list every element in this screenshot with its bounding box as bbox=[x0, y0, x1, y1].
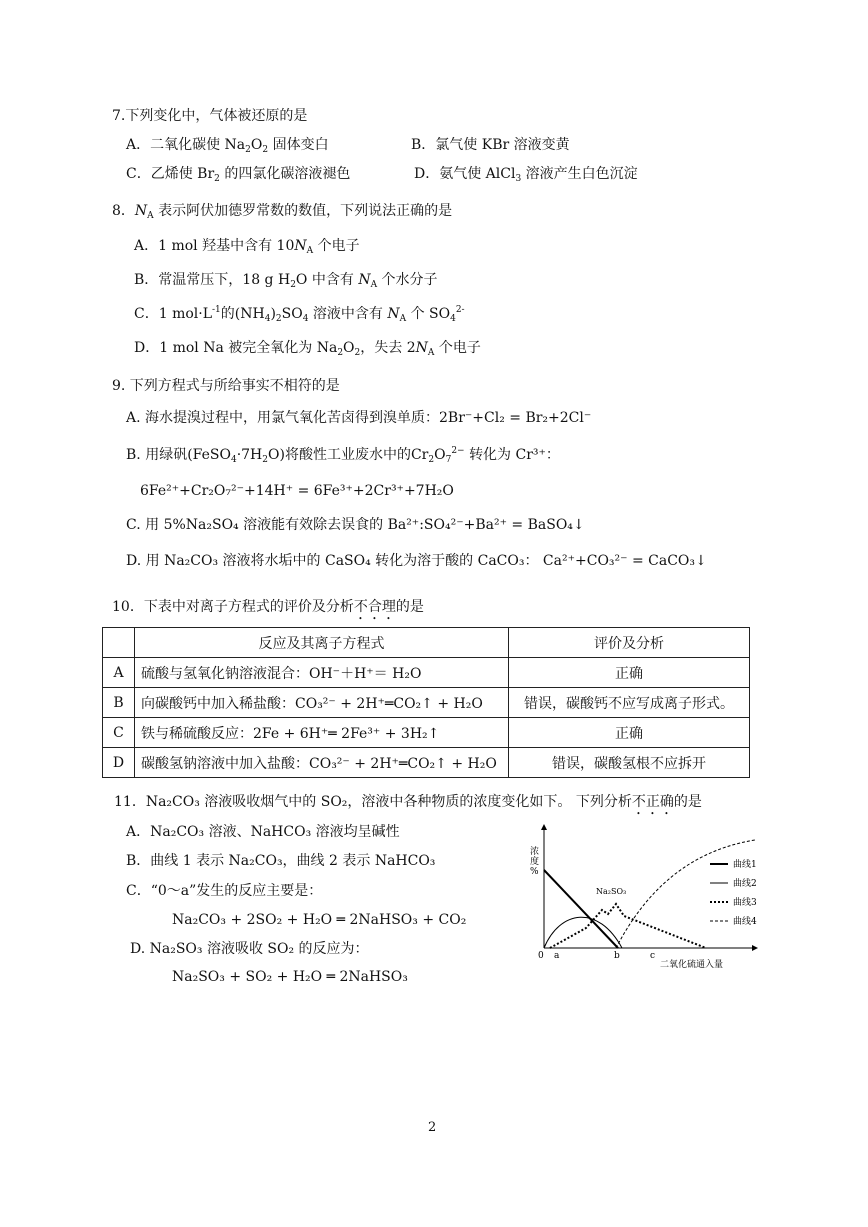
q9-option-b-equation: 6Fe²⁺+Cr₂O₇²⁻+14H⁺ = 6Fe³⁺+2Cr³⁺+7H₂O bbox=[140, 483, 454, 499]
q9-option-c: C. 用 5%Na₂SO₄ 溶液能有效除去误食的 Ba²⁺:SO₄²⁻+Ba²⁺ = BaSO₄↓ bbox=[126, 517, 585, 533]
table-header-cell: 评价及分析 bbox=[509, 628, 750, 658]
x-tick-label: c bbox=[650, 951, 656, 961]
table-cell: 错误，碳酸钙不应写成离子形式。 bbox=[509, 688, 750, 718]
table-header-cell: 反应及其离子方程式 bbox=[135, 628, 509, 658]
q8-option-d: D．1 mol Na 被完全氧化为 $Na_2O_2$，失去 $2N_A$ 个电子 bbox=[134, 340, 481, 358]
q11-option-c-equation: Na₂CO₃ + 2SO₂ + H₂O ═ 2NaHSO₃ + CO₂ bbox=[172, 912, 467, 928]
q11-option-d: D. Na₂SO₃ 溶液吸收 SO₂ 的反应为： bbox=[130, 941, 369, 957]
table-row bbox=[103, 688, 750, 718]
q10-stem: 10．下表中对离子方程式的评价及分析不合理的是 bbox=[112, 599, 424, 615]
x-axis-label: 二氧化硫通入量 bbox=[660, 960, 724, 970]
q9-option-b: B. 用绿矾$(FeSO_4\cdot 7H_2O)$将酸性工业废水中的$Cr_2O_7^{2-}$ 转化为 Cr³⁺： bbox=[126, 446, 560, 465]
x-axis-arrow bbox=[752, 945, 758, 951]
table-cell: 正确 bbox=[509, 718, 750, 748]
q11-option-a: A．Na₂CO₃ 溶液、NaHCO₃ 溶液均呈碱性 bbox=[126, 824, 400, 840]
table-cell: 向碳酸钙中加入稀盐酸：CO₃²⁻ + 2H⁺═CO₂↑ + H₂O bbox=[135, 688, 509, 718]
table-header-cell bbox=[103, 628, 135, 658]
table-cell: A bbox=[103, 658, 135, 688]
q8-option-b: B．常温常压下，18 g $H_2O$ 中含有 $N_A$ 个水分子 bbox=[134, 272, 438, 290]
q11-stem: 11．Na₂CO₃ 溶液吸收烟气中的 SO₂，溶液中各种物质的浓度变化如下。 下列分析不正确的是 bbox=[114, 794, 702, 810]
x-tick-label: 0 bbox=[538, 951, 544, 961]
q9-stem: 9. 下列方程式与所给事实不相符的是 bbox=[112, 378, 340, 394]
q11-option-d-equation: Na₂SO₃ + SO₂ + H₂O ═ 2NaHSO₃ bbox=[172, 969, 408, 985]
x-tick-label: b bbox=[614, 951, 620, 961]
table-row bbox=[103, 718, 750, 748]
table-row bbox=[103, 658, 750, 688]
table-cell: 碳酸氢钠溶液中加入盐酸：CO₃²⁻ + 2H⁺═CO₂↑ + H₂O bbox=[135, 748, 509, 778]
q7-option-a: A．二氧化碳使 $Na_2O_2$ 固体变白 bbox=[126, 137, 329, 155]
table-cell: 错误，碳酸氢根不应拆开 bbox=[509, 748, 750, 778]
q9-option-d: D. 用 Na₂CO₃ 溶液将水垢中的 CaSO₄ 转化为溶于酸的 CaCO₃： Ca²⁺+CO₃²⁻ = CaCO₃↓ bbox=[126, 553, 707, 569]
table-row bbox=[103, 748, 750, 778]
table-cell: 正确 bbox=[509, 658, 750, 688]
q8-stem: 8．$N_A$ 表示阿伏加德罗常数的数值，下列说法正确的是 bbox=[112, 203, 453, 221]
table-header-row bbox=[103, 628, 750, 658]
q11-option-b: B．曲线 1 表示 Na₂CO₃，曲线 2 表示 NaHCO₃ bbox=[126, 853, 436, 869]
q8-option-c: C．1 $mol\cdot L^{-1}$的$(NH_4)_2SO_4$ 溶液中含有 $N_A$ 个 $SO_4^{2-}$ bbox=[134, 305, 465, 324]
y-axis-arrow bbox=[541, 824, 547, 830]
table-cell: D bbox=[103, 748, 135, 778]
q10-table bbox=[102, 627, 750, 778]
legend-label-1: 曲线1 bbox=[733, 860, 757, 870]
legend bbox=[710, 858, 757, 927]
series-line-4 bbox=[616, 840, 755, 948]
q9-option-a: A. 海水提溴过程中，用氯气氧化苦卤得到溴单质：2Br⁻+Cl₂ = Br₂+2Cl⁻ bbox=[126, 410, 592, 426]
q7-option-b: B．氯气使 KBr 溶液变黄 bbox=[411, 137, 570, 153]
table-cell: C bbox=[103, 718, 135, 748]
table-cell: 硫酸与氢氧化钠溶液混合：OH⁻＋H⁺＝ H₂O bbox=[135, 658, 509, 688]
legend-label-2: 曲线2 bbox=[733, 879, 757, 889]
concentration-chart bbox=[530, 822, 770, 972]
page-number: 2 bbox=[428, 1120, 437, 1135]
x-tick-label: a bbox=[554, 951, 560, 961]
q7-option-d: D．氨气使 AlCl$_3$ 溶液产生白色沉淀 bbox=[414, 166, 638, 184]
y-axis-label: 浓度% bbox=[530, 847, 540, 877]
legend-label-3: 曲线3 bbox=[733, 898, 757, 908]
q7-stem: 7.下列变化中，气体被还原的是 bbox=[112, 108, 308, 124]
series-line-1 bbox=[544, 870, 618, 948]
legend-label-4: 曲线4 bbox=[733, 917, 757, 927]
table-cell: B bbox=[103, 688, 135, 718]
series-line-2 bbox=[544, 917, 622, 948]
q7-option-c: C．乙烯使 $Br_2$ 的四氯化碳溶液褪色 bbox=[126, 166, 351, 184]
annotation-na2so3: Na₂SO₃ bbox=[596, 887, 627, 896]
q8-option-a: A．1 mol 羟基中含有 $10N_A$ 个电子 bbox=[134, 238, 360, 256]
q11-option-c: C．“0～a”发生的反应主要是： bbox=[126, 883, 323, 899]
table-cell: 铁与稀硫酸反应：2Fe + 6H⁺═ 2Fe³⁺ + 3H₂↑ bbox=[135, 718, 509, 748]
series-line-3 bbox=[550, 904, 706, 948]
